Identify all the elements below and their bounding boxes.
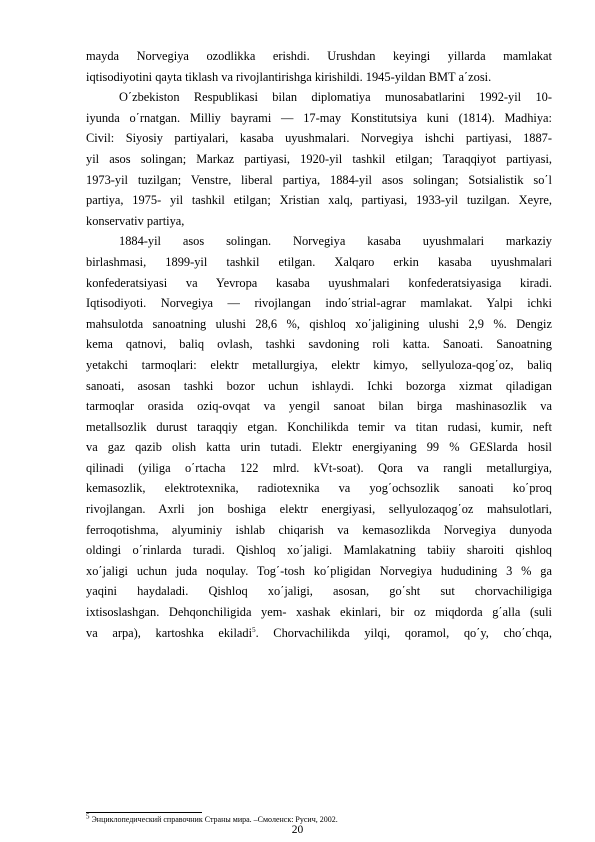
- body-text: [86, 46, 552, 643]
- text-line: iyunda o΄rnatgan. Milliy bayrami — 17-may Konstitutsiya kuni (1814). Madhiya:: [86, 110, 552, 125]
- text-line: iqtisodiyotini qayta tiklash va rivojlantirishga kirishildi. 1945-yildan BMT a΄zosi.: [86, 69, 492, 84]
- text-line: ferroqotishma, alyuminiy ishlab chiqarish va kemasozlikda Norvegiya dunyoda: [86, 522, 552, 537]
- text-line: qilinadi (yiliga o΄rtacha 122 mlrd. kVt-soat). Qora va rangli metallurgiya,: [86, 460, 552, 475]
- text-line: tarmoqlar orasida oziq-ovqat va yengil sanoat bilan birga mashinasozlik va: [86, 399, 552, 414]
- footnote-number: 5: [86, 812, 90, 821]
- page-number: 20: [291, 824, 304, 836]
- text-line: xo΄jaligi uchun juda noqulay. Tog΄-tosh ko΄pligidan Norvegiya hududining 3 % ga: [86, 563, 552, 578]
- text-line: 1884-yil asos solingan. Norvegiya kasaba uyushmalari markaziy: [119, 234, 552, 249]
- text-line: yetakchi tarmoqlari: elektr metallurgiya, elektr kimyo, sellyuloza-qog΄oz, baliq: [86, 357, 552, 372]
- text-line: O΄zbekiston Respublikasi bilan diplomatiya munosabatlarini 1992-yil 10-: [119, 90, 552, 105]
- text-line: oldingi o΄rinlarda turadi. Qishloq xo΄jaligi. Mamlakatning tabiiy sharoiti qishloq: [86, 543, 552, 558]
- text-segment: . Chorvachilikda yilqi, qoramol, qo΄y, cho΄chqa,: [255, 625, 552, 640]
- text-line: kemasozlik, elektrotexnika, radiotexnika va yog΄ochsozlik sanoati ko΄proq: [86, 481, 552, 496]
- text-line: konfederatsiyasi va Yevropa kasaba uyushmalari konfederatsiyasiga kiradi.: [86, 275, 552, 290]
- text-line: birlashmasi, 1899-yil tashkil etilgan. Xalqaro erkin kasaba uyushmalari: [86, 254, 552, 269]
- text-line: yil asos solingan; Markaz partiyasi, 1920-yil tashkil etilgan; Taraqqiyot partiyasi,: [86, 151, 552, 166]
- text-line-with-footnote: [86, 623, 552, 644]
- text-line: mayda Norvegiya ozodlikka erishdi. Urushdan keyingi yillarda mamlakat: [86, 49, 552, 63]
- text-line: kema qatnovi, baliq ovlash, tashki savdoning roli katta. Sanoati. Sanoatning: [86, 337, 552, 352]
- footnote-text: Энциклопедический справочник Страны мира. –Смоленск: Русич, 2002.: [91, 815, 338, 824]
- text-line: 1973-yil tuzilgan; Venstre, liberal partiya, 1884-yil asos solingan; Sotsialistik so΄l: [86, 172, 552, 187]
- text-line: sanoati, asosan tashki bozor uchun ishlaydi. Ichki bozorga xizmat qiladigan: [86, 378, 552, 393]
- text-line: metallsozlik durust taraqqiy etgan. Konchilikda temir va titan rudasi, kumir, neft: [86, 419, 552, 434]
- footnote-separator: [86, 812, 202, 813]
- text-line: konservativ partiya,: [86, 213, 185, 228]
- text-line: mahsulotda sanoatning ulushi 28,6 %, qishloq xo΄jaligining ulushi 2,9 %. Dengiz: [86, 316, 552, 331]
- text-line: rivojlangan. Axrli jon boshiga elektr energiyasi, sellyulozaqog΄oz mahsulotlari,: [86, 502, 552, 517]
- text-line: ixtisoslashgan. Dehqonchiligida yem- xashak ekinlari, bir oz miqdorda g΄alla (suli: [86, 605, 552, 620]
- text-line: Civil: Siyosiy partiyalari, kasaba uyushmalari. Norvegiya ishchi partiyasi, 1887-: [86, 131, 552, 146]
- footnote-reference: 5: [252, 625, 256, 634]
- text-line: partiya, 1975- yil tashkil etilgan; Xristian xalq, partiyasi, 1933-yil tuzilgan. Xeyre,: [86, 193, 552, 208]
- text-segment: va arpa), kartoshka ekiladi: [86, 625, 253, 640]
- text-line: Iqtisodiyoti. Norvegiya — rivojlangan indo΄strial-agrar mamlakat. Yalpi ichki: [86, 296, 552, 311]
- text-line: yaqini haydaladi. Qishloq xo΄jaligi, asosan, go΄sht sut chorvachiligiga: [86, 584, 552, 599]
- text-line: va gaz qazib olish katta urin tutadi. Elektr energiyaning 99 % GESlarda hosil: [86, 440, 552, 455]
